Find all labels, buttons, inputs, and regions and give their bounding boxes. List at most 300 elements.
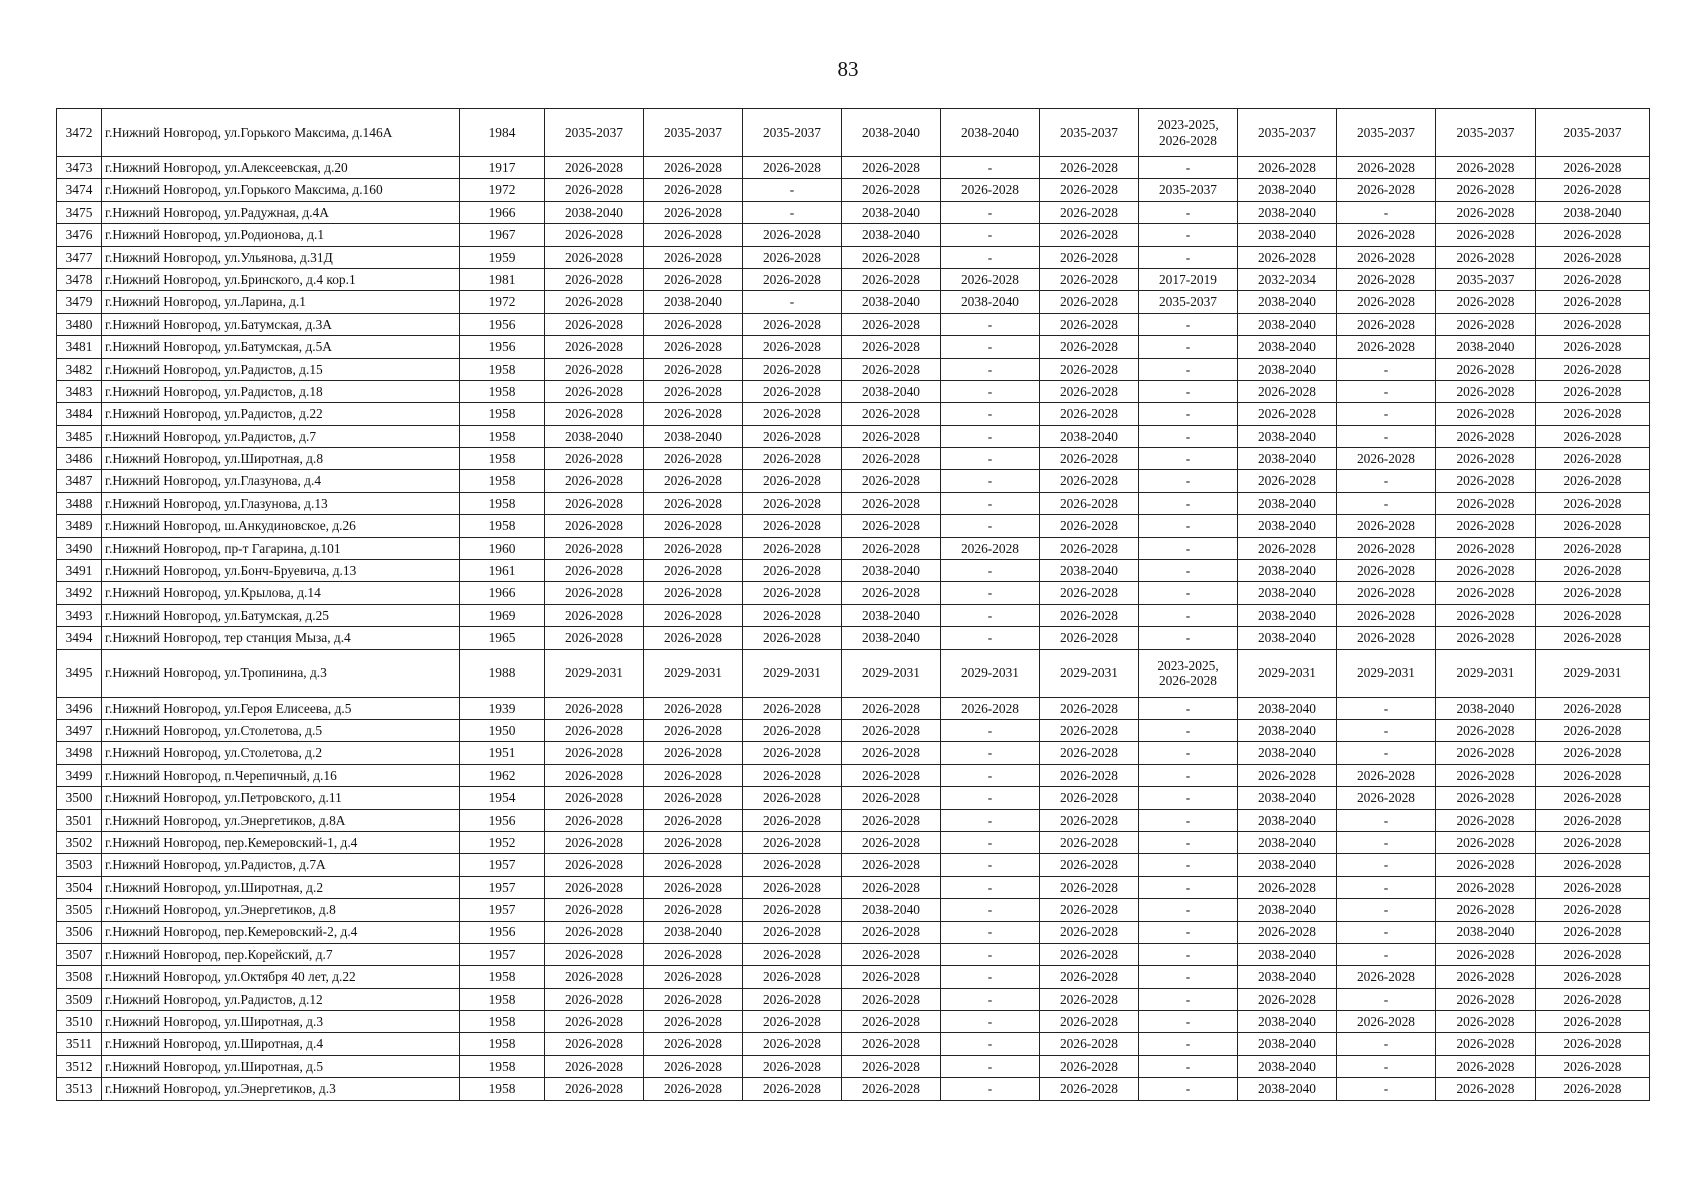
repair-period-cell: 2026-2028 <box>1436 246 1536 268</box>
repair-period-cell: 2026-2028 <box>842 268 941 290</box>
repair-period-cell: - <box>1139 582 1238 604</box>
row-number-cell: 3480 <box>57 313 102 335</box>
repair-period-cell: 2026-2028 <box>1238 380 1337 402</box>
repair-period-cell: - <box>1139 492 1238 514</box>
repair-period-cell: 2026-2028 <box>1436 313 1536 335</box>
row-number-cell: 3484 <box>57 403 102 425</box>
repair-period-cell: 2026-2028 <box>842 492 941 514</box>
repair-period-cell: 2026-2028 <box>1040 831 1139 853</box>
repair-period-cell: 2026-2028 <box>1536 560 1650 582</box>
repair-period-cell: 2026-2028 <box>1337 627 1436 649</box>
repair-period-cell: 2026-2028 <box>743 1078 842 1100</box>
address-cell: г.Нижний Новгород, ул.Широтная, д.4 <box>102 1033 460 1055</box>
row-number-cell: 3493 <box>57 604 102 626</box>
table-row <box>57 582 1650 604</box>
row-number-cell: 3482 <box>57 358 102 380</box>
repair-period-cell: 2026-2028 <box>545 787 644 809</box>
address-cell: г.Нижний Новгород, ул.Горького Максима, д.160 <box>102 179 460 201</box>
repair-period-cell: 2026-2028 <box>743 604 842 626</box>
repair-period-cell: - <box>941 201 1040 223</box>
repair-period-cell: - <box>743 179 842 201</box>
repair-period-cell: 2038-2040 <box>1238 854 1337 876</box>
repair-period-cell: 2026-2028 <box>644 157 743 179</box>
repair-period-cell: - <box>941 492 1040 514</box>
repair-period-cell: 2026-2028 <box>1536 492 1650 514</box>
repair-period-cell: 2026-2028 <box>545 1055 644 1077</box>
repair-period-cell: 2026-2028 <box>842 515 941 537</box>
repair-period-cell: 2026-2028 <box>644 179 743 201</box>
repair-period-cell: 2026-2028 <box>545 809 644 831</box>
repair-period-cell: 2026-2028 <box>1040 268 1139 290</box>
repair-period-cell: 2026-2028 <box>743 627 842 649</box>
repair-period-cell: 2026-2028 <box>545 470 644 492</box>
repair-period-cell: 2026-2028 <box>1536 313 1650 335</box>
year-built-cell: 1958 <box>460 1055 545 1077</box>
repair-period-cell: 2035-2037 <box>644 109 743 157</box>
table-row <box>57 943 1650 965</box>
row-number-cell: 3486 <box>57 448 102 470</box>
repair-period-cell: 2038-2040 <box>1238 448 1337 470</box>
repair-period-cell: - <box>1337 1033 1436 1055</box>
repair-period-cell: 2026-2028 <box>743 537 842 559</box>
repair-period-cell: 2026-2028 <box>842 537 941 559</box>
repair-period-cell: 2026-2028 <box>1040 582 1139 604</box>
address-cell: г.Нижний Новгород, пер.Кемеровский-2, д.4 <box>102 921 460 943</box>
repair-period-cell: 2026-2028 <box>644 787 743 809</box>
repair-period-cell: 2026-2028 <box>842 831 941 853</box>
repair-period-cell: 2026-2028 <box>1436 1055 1536 1077</box>
repair-period-cell: 2026-2028 <box>1536 809 1650 831</box>
repair-period-cell: 2038-2040 <box>1040 425 1139 447</box>
year-built-cell: 1959 <box>460 246 545 268</box>
address-cell: г.Нижний Новгород, ул.Ульянова, д.31Д <box>102 246 460 268</box>
repair-period-cell: - <box>1337 403 1436 425</box>
repair-period-cell: 2026-2028 <box>1436 988 1536 1010</box>
repair-period-cell: 2026-2028 <box>1536 425 1650 447</box>
repair-period-cell: - <box>1139 921 1238 943</box>
table-row <box>57 246 1650 268</box>
row-number-cell: 3475 <box>57 201 102 223</box>
repair-period-cell: 2026-2028 <box>743 764 842 786</box>
repair-period-cell: 2026-2028 <box>1337 560 1436 582</box>
repair-period-cell: 2026-2028 <box>1040 336 1139 358</box>
year-built-cell: 1956 <box>460 336 545 358</box>
repair-period-cell: - <box>1139 697 1238 719</box>
repair-period-cell: 2026-2028 <box>545 854 644 876</box>
repair-period-cell: 2038-2040 <box>1238 291 1337 313</box>
repair-period-cell: - <box>1139 604 1238 626</box>
repair-period-cell: - <box>1139 358 1238 380</box>
row-number-cell: 3499 <box>57 764 102 786</box>
repair-period-cell: 2026-2028 <box>1238 876 1337 898</box>
address-cell: г.Нижний Новгород, ул.Широтная, д.2 <box>102 876 460 898</box>
table-row <box>57 719 1650 741</box>
repair-period-cell: 2038-2040 <box>1238 742 1337 764</box>
repair-period-cell: 2038-2040 <box>1238 1055 1337 1077</box>
repair-period-cell: 2026-2028 <box>1436 742 1536 764</box>
repair-period-cell: 2026-2028 <box>644 876 743 898</box>
repair-period-cell: 2026-2028 <box>743 1033 842 1055</box>
repair-period-cell: 2026-2028 <box>1436 403 1536 425</box>
repair-period-cell: 2026-2028 <box>842 943 941 965</box>
address-cell: г.Нижний Новгород, ул.Широтная, д.8 <box>102 448 460 470</box>
year-built-cell: 1958 <box>460 403 545 425</box>
row-number-cell: 3508 <box>57 966 102 988</box>
repair-period-cell: 2026-2028 <box>1040 719 1139 741</box>
repair-period-cell: - <box>941 1055 1040 1077</box>
repair-period-cell: 2026-2028 <box>842 787 941 809</box>
year-built-cell: 1954 <box>460 787 545 809</box>
repair-period-cell: 2029-2031 <box>743 649 842 697</box>
repair-period-cell: - <box>743 291 842 313</box>
repair-period-cell: 2026-2028 <box>545 448 644 470</box>
table-row <box>57 492 1650 514</box>
repair-period-cell: 2026-2028 <box>842 470 941 492</box>
repair-period-cell: 2026-2028 <box>1536 358 1650 380</box>
repair-period-cell: 2026-2028 <box>1040 854 1139 876</box>
address-cell: г.Нижний Новгород, ул.Энергетиков, д.3 <box>102 1078 460 1100</box>
repair-period-cell: 2038-2040 <box>842 627 941 649</box>
repair-period-cell: 2026-2028 <box>1536 1033 1650 1055</box>
repair-period-cell: 2026-2028 <box>1536 966 1650 988</box>
year-built-cell: 1958 <box>460 966 545 988</box>
repair-period-cell: 2026-2028 <box>644 336 743 358</box>
repair-period-cell: 2038-2040 <box>1238 1078 1337 1100</box>
repair-period-cell: 2026-2028 <box>545 1033 644 1055</box>
row-number-cell: 3507 <box>57 943 102 965</box>
address-cell: г.Нижний Новгород, ул.Радужная, д.4А <box>102 201 460 223</box>
repair-period-cell: - <box>941 157 1040 179</box>
repair-period-cell: 2038-2040 <box>1238 492 1337 514</box>
repair-period-cell: - <box>1139 537 1238 559</box>
repair-period-cell: - <box>1139 515 1238 537</box>
repair-period-cell: - <box>941 899 1040 921</box>
repair-period-cell: 2029-2031 <box>545 649 644 697</box>
repair-period-cell: 2026-2028 <box>743 988 842 1010</box>
repair-period-cell: 2026-2028 <box>644 988 743 1010</box>
repair-period-cell: - <box>1337 831 1436 853</box>
repair-period-cell: - <box>1337 425 1436 447</box>
repair-period-cell: 2026-2028 <box>1337 224 1436 246</box>
repair-period-cell: 2026-2028 <box>545 515 644 537</box>
address-cell: г.Нижний Новгород, ул.Октября 40 лет, д.22 <box>102 966 460 988</box>
repair-period-cell: 2029-2031 <box>1337 649 1436 697</box>
repair-period-cell: 2026-2028 <box>842 988 941 1010</box>
repair-period-cell: 2026-2028 <box>1040 515 1139 537</box>
repair-period-cell: 2026-2028 <box>842 697 941 719</box>
repair-period-cell: - <box>1139 787 1238 809</box>
repair-period-cell: 2038-2040 <box>842 109 941 157</box>
repair-period-cell: 2038-2040 <box>1238 313 1337 335</box>
table-row <box>57 201 1650 223</box>
year-built-cell: 1958 <box>460 515 545 537</box>
repair-period-cell: 2026-2028 <box>1436 224 1536 246</box>
repair-period-cell: 2026-2028 <box>743 358 842 380</box>
year-built-cell: 1958 <box>460 492 545 514</box>
repair-period-cell: 2035-2037 <box>1536 109 1650 157</box>
repair-period-cell: 2038-2040 <box>1238 1033 1337 1055</box>
repair-period-cell: 2038-2040 <box>1436 921 1536 943</box>
repair-period-cell: 2026-2028 <box>545 246 644 268</box>
repair-period-cell: 2026-2028 <box>1436 966 1536 988</box>
repair-period-cell: 2026-2028 <box>1040 448 1139 470</box>
repair-period-cell: 2035-2037 <box>545 109 644 157</box>
repair-period-cell: - <box>941 988 1040 1010</box>
row-number-cell: 3492 <box>57 582 102 604</box>
table-row <box>57 1078 1650 1100</box>
repair-period-cell: 2026-2028 <box>1436 492 1536 514</box>
repair-period-cell: 2026-2028 <box>1337 1011 1436 1033</box>
repair-period-cell: 2035-2037 <box>1139 179 1238 201</box>
address-cell: г.Нижний Новгород, ул.Радистов, д.7А <box>102 854 460 876</box>
repair-period-cell: 2038-2040 <box>1238 787 1337 809</box>
repair-period-cell: 2038-2040 <box>941 109 1040 157</box>
repair-period-cell: - <box>941 627 1040 649</box>
repair-period-cell: 2026-2028 <box>545 719 644 741</box>
repair-period-cell: 2026-2028 <box>1436 448 1536 470</box>
row-number-cell: 3500 <box>57 787 102 809</box>
repair-period-cell: 2026-2028 <box>1536 604 1650 626</box>
repair-period-cell: 2026-2028 <box>545 582 644 604</box>
repair-period-cell: 2026-2028 <box>1536 876 1650 898</box>
repair-period-cell: 2026-2028 <box>1436 627 1536 649</box>
repair-period-cell: - <box>941 470 1040 492</box>
repair-period-cell: 2026-2028 <box>1238 470 1337 492</box>
repair-period-cell: 2026-2028 <box>1536 179 1650 201</box>
repair-period-cell: 2026-2028 <box>1536 268 1650 290</box>
repair-period-cell: - <box>1139 831 1238 853</box>
repair-period-cell: 2026-2028 <box>1040 943 1139 965</box>
repair-period-cell: 2026-2028 <box>1436 179 1536 201</box>
repair-period-cell: 2026-2028 <box>743 1055 842 1077</box>
repair-period-cell: - <box>1139 1011 1238 1033</box>
row-number-cell: 3491 <box>57 560 102 582</box>
repair-period-cell: 2035-2037 <box>1337 109 1436 157</box>
row-number-cell: 3485 <box>57 425 102 447</box>
repair-period-cell: 2026-2028 <box>1436 809 1536 831</box>
page-number: 83 <box>837 57 859 81</box>
repair-period-cell: 2026-2028 <box>1238 157 1337 179</box>
repair-period-cell: 2026-2028 <box>545 291 644 313</box>
repair-period-cell: 2038-2040 <box>842 604 941 626</box>
repair-period-cell: 2026-2028 <box>1040 224 1139 246</box>
row-number-cell: 3477 <box>57 246 102 268</box>
address-cell: г.Нижний Новгород, ул.Тропинина, д.3 <box>102 649 460 697</box>
repair-period-cell: 2026-2028 <box>1040 201 1139 223</box>
address-cell: г.Нижний Новгород, ул.Батумская, д.3А <box>102 313 460 335</box>
repair-period-cell: - <box>1337 921 1436 943</box>
repair-period-cell: 2026-2028 <box>743 336 842 358</box>
repair-period-cell: 2026-2028 <box>1536 515 1650 537</box>
repair-period-cell: - <box>941 582 1040 604</box>
repair-period-cell: - <box>1337 809 1436 831</box>
repair-period-cell: 2026-2028 <box>1536 1078 1650 1100</box>
repair-period-cell: 2026-2028 <box>743 448 842 470</box>
row-number-cell: 3489 <box>57 515 102 537</box>
repair-period-cell: 2038-2040 <box>1238 899 1337 921</box>
address-cell: г.Нижний Новгород, п.Черепичный, д.16 <box>102 764 460 786</box>
repair-period-cell: 2026-2028 <box>842 764 941 786</box>
repair-period-cell: 2026-2028 <box>1536 742 1650 764</box>
row-number-cell: 3490 <box>57 537 102 559</box>
table-row <box>57 291 1650 313</box>
repair-period-cell: 2026-2028 <box>644 201 743 223</box>
year-built-cell: 1957 <box>460 854 545 876</box>
year-built-cell: 1961 <box>460 560 545 582</box>
table-row <box>57 966 1650 988</box>
repair-period-cell: 2026-2028 <box>1536 764 1650 786</box>
repair-period-cell: - <box>1337 719 1436 741</box>
year-built-cell: 1917 <box>460 157 545 179</box>
repair-period-cell: 2026-2028 <box>1040 492 1139 514</box>
year-built-cell: 1965 <box>460 627 545 649</box>
table-row <box>57 157 1650 179</box>
repair-period-cell: 2026-2028 <box>644 854 743 876</box>
repair-period-cell: 2026-2028 <box>644 1033 743 1055</box>
repair-period-cell: 2026-2028 <box>1040 876 1139 898</box>
repair-period-cell: - <box>1139 966 1238 988</box>
repair-period-cell: - <box>1139 157 1238 179</box>
year-built-cell: 1958 <box>460 1011 545 1033</box>
repair-period-cell: - <box>941 425 1040 447</box>
repair-period-cell: 2026-2028 <box>1536 582 1650 604</box>
repair-period-cell: 2035-2037 <box>1238 109 1337 157</box>
table-row <box>57 988 1650 1010</box>
repair-period-cell: 2026-2028 <box>1436 787 1536 809</box>
address-cell: г.Нижний Новгород, пер.Кемеровский-1, д.4 <box>102 831 460 853</box>
repair-period-cell: 2026-2028 <box>644 831 743 853</box>
year-built-cell: 1958 <box>460 1033 545 1055</box>
repair-period-cell: 2026-2028 <box>842 157 941 179</box>
repair-period-cell: 2038-2040 <box>1536 201 1650 223</box>
address-cell: г.Нижний Новгород, ул.Крылова, д.14 <box>102 582 460 604</box>
repair-period-cell: - <box>1337 854 1436 876</box>
repair-period-cell: 2026-2028 <box>842 854 941 876</box>
repair-period-cell: 2026-2028 <box>1040 921 1139 943</box>
repair-period-cell: 2026-2028 <box>545 604 644 626</box>
repair-period-cell: 2026-2028 <box>644 697 743 719</box>
year-built-cell: 1958 <box>460 988 545 1010</box>
repair-period-cell: - <box>941 403 1040 425</box>
repair-period-cell: 2026-2028 <box>743 787 842 809</box>
address-cell: г.Нижний Новгород, ул.Батумская, д.25 <box>102 604 460 626</box>
repair-period-cell: - <box>1139 470 1238 492</box>
repair-period-cell: 2026-2028 <box>545 627 644 649</box>
year-built-cell: 1939 <box>460 697 545 719</box>
repair-period-cell: 2026-2028 <box>743 943 842 965</box>
repair-period-cell: 2038-2040 <box>1238 966 1337 988</box>
repair-period-cell: 2026-2028 <box>545 358 644 380</box>
table-row <box>57 787 1650 809</box>
address-cell: г.Нижний Новгород, ул.Родионова, д.1 <box>102 224 460 246</box>
repair-period-cell: - <box>1139 380 1238 402</box>
repair-period-cell: - <box>1139 448 1238 470</box>
repair-period-cell: 2038-2040 <box>1040 560 1139 582</box>
year-built-cell: 1958 <box>460 448 545 470</box>
table-row <box>57 470 1650 492</box>
repair-period-cell: 2026-2028 <box>1436 764 1536 786</box>
repair-period-cell: 2026-2028 <box>1436 291 1536 313</box>
repair-period-cell: 2026-2028 <box>1436 854 1536 876</box>
repair-period-cell: 2026-2028 <box>644 1011 743 1033</box>
address-cell: г.Нижний Новгород, ул.Радистов, д.12 <box>102 988 460 1010</box>
repair-period-cell: - <box>941 876 1040 898</box>
repair-period-cell: - <box>1337 742 1436 764</box>
repair-period-cell: - <box>1337 358 1436 380</box>
address-cell: г.Нижний Новгород, ул.Петровского, д.11 <box>102 787 460 809</box>
repair-period-cell: - <box>941 358 1040 380</box>
repair-period-cell: 2026-2028 <box>743 403 842 425</box>
year-built-cell: 1958 <box>460 380 545 402</box>
repair-period-cell: 2029-2031 <box>1040 649 1139 697</box>
repair-period-cell: 2026-2028 <box>743 582 842 604</box>
year-built-cell: 1962 <box>460 764 545 786</box>
repair-period-cell: 2026-2028 <box>1536 336 1650 358</box>
repair-period-cell: 2026-2028 <box>842 966 941 988</box>
repair-period-cell: 2026-2028 <box>1536 697 1650 719</box>
repair-period-cell: 2026-2028 <box>743 966 842 988</box>
repair-period-cell: 2026-2028 <box>1040 604 1139 626</box>
repair-period-cell: 2029-2031 <box>842 649 941 697</box>
repair-period-cell: 2038-2040 <box>644 291 743 313</box>
repair-period-cell: 2026-2028 <box>1436 604 1536 626</box>
address-cell: г.Нижний Новгород, ул.Радистов, д.18 <box>102 380 460 402</box>
repair-period-cell: 2026-2028 <box>545 380 644 402</box>
repair-period-cell: 2026-2028 <box>644 515 743 537</box>
repair-period-cell: 2029-2031 <box>1536 649 1650 697</box>
repair-period-cell: 2026-2028 <box>842 1055 941 1077</box>
repair-period-cell: 2026-2028 <box>644 809 743 831</box>
repair-period-cell: 2026-2028 <box>1536 1055 1650 1077</box>
repair-period-cell: 2026-2028 <box>743 1011 842 1033</box>
repair-period-cell: 2026-2028 <box>842 921 941 943</box>
repair-period-cell: 2026-2028 <box>1040 179 1139 201</box>
repair-period-cell: - <box>941 515 1040 537</box>
repair-period-cell: 2026-2028 <box>644 966 743 988</box>
address-cell: г.Нижний Новгород, ул.Энергетиков, д.8 <box>102 899 460 921</box>
repair-period-cell: 2026-2028 <box>743 921 842 943</box>
repair-period-cell: 2038-2040 <box>1238 336 1337 358</box>
repair-period-cell: 2026-2028 <box>842 336 941 358</box>
repair-period-cell: 2026-2028 <box>743 246 842 268</box>
repair-period-cell: 2026-2028 <box>743 157 842 179</box>
repair-period-cell: 2038-2040 <box>842 899 941 921</box>
repair-schedule-table <box>56 108 1650 1101</box>
repair-period-cell: - <box>941 787 1040 809</box>
repair-period-cell: - <box>1337 899 1436 921</box>
repair-period-cell: 2026-2028 <box>842 1033 941 1055</box>
repair-period-cell: - <box>1139 313 1238 335</box>
repair-period-cell: 2026-2028 <box>545 560 644 582</box>
repair-period-cell: 2026-2028 <box>842 582 941 604</box>
repair-period-cell: - <box>1139 988 1238 1010</box>
repair-period-cell: 2035-2037 <box>743 109 842 157</box>
repair-period-cell: - <box>1139 1078 1238 1100</box>
repair-period-cell: 2026-2028 <box>842 313 941 335</box>
repair-period-cell: - <box>941 380 1040 402</box>
repair-period-cell: - <box>941 943 1040 965</box>
repair-period-cell: 2026-2028 <box>842 425 941 447</box>
repair-period-cell: 2038-2040 <box>1238 719 1337 741</box>
repair-period-cell: 2026-2028 <box>743 515 842 537</box>
repair-period-cell: 2038-2040 <box>842 291 941 313</box>
table-row <box>57 899 1650 921</box>
repair-period-cell: 2026-2028 <box>1436 899 1536 921</box>
table-row <box>57 403 1650 425</box>
table-row <box>57 313 1650 335</box>
repair-period-cell: 2026-2028 <box>1040 470 1139 492</box>
repair-period-cell: 2026-2028 <box>743 425 842 447</box>
